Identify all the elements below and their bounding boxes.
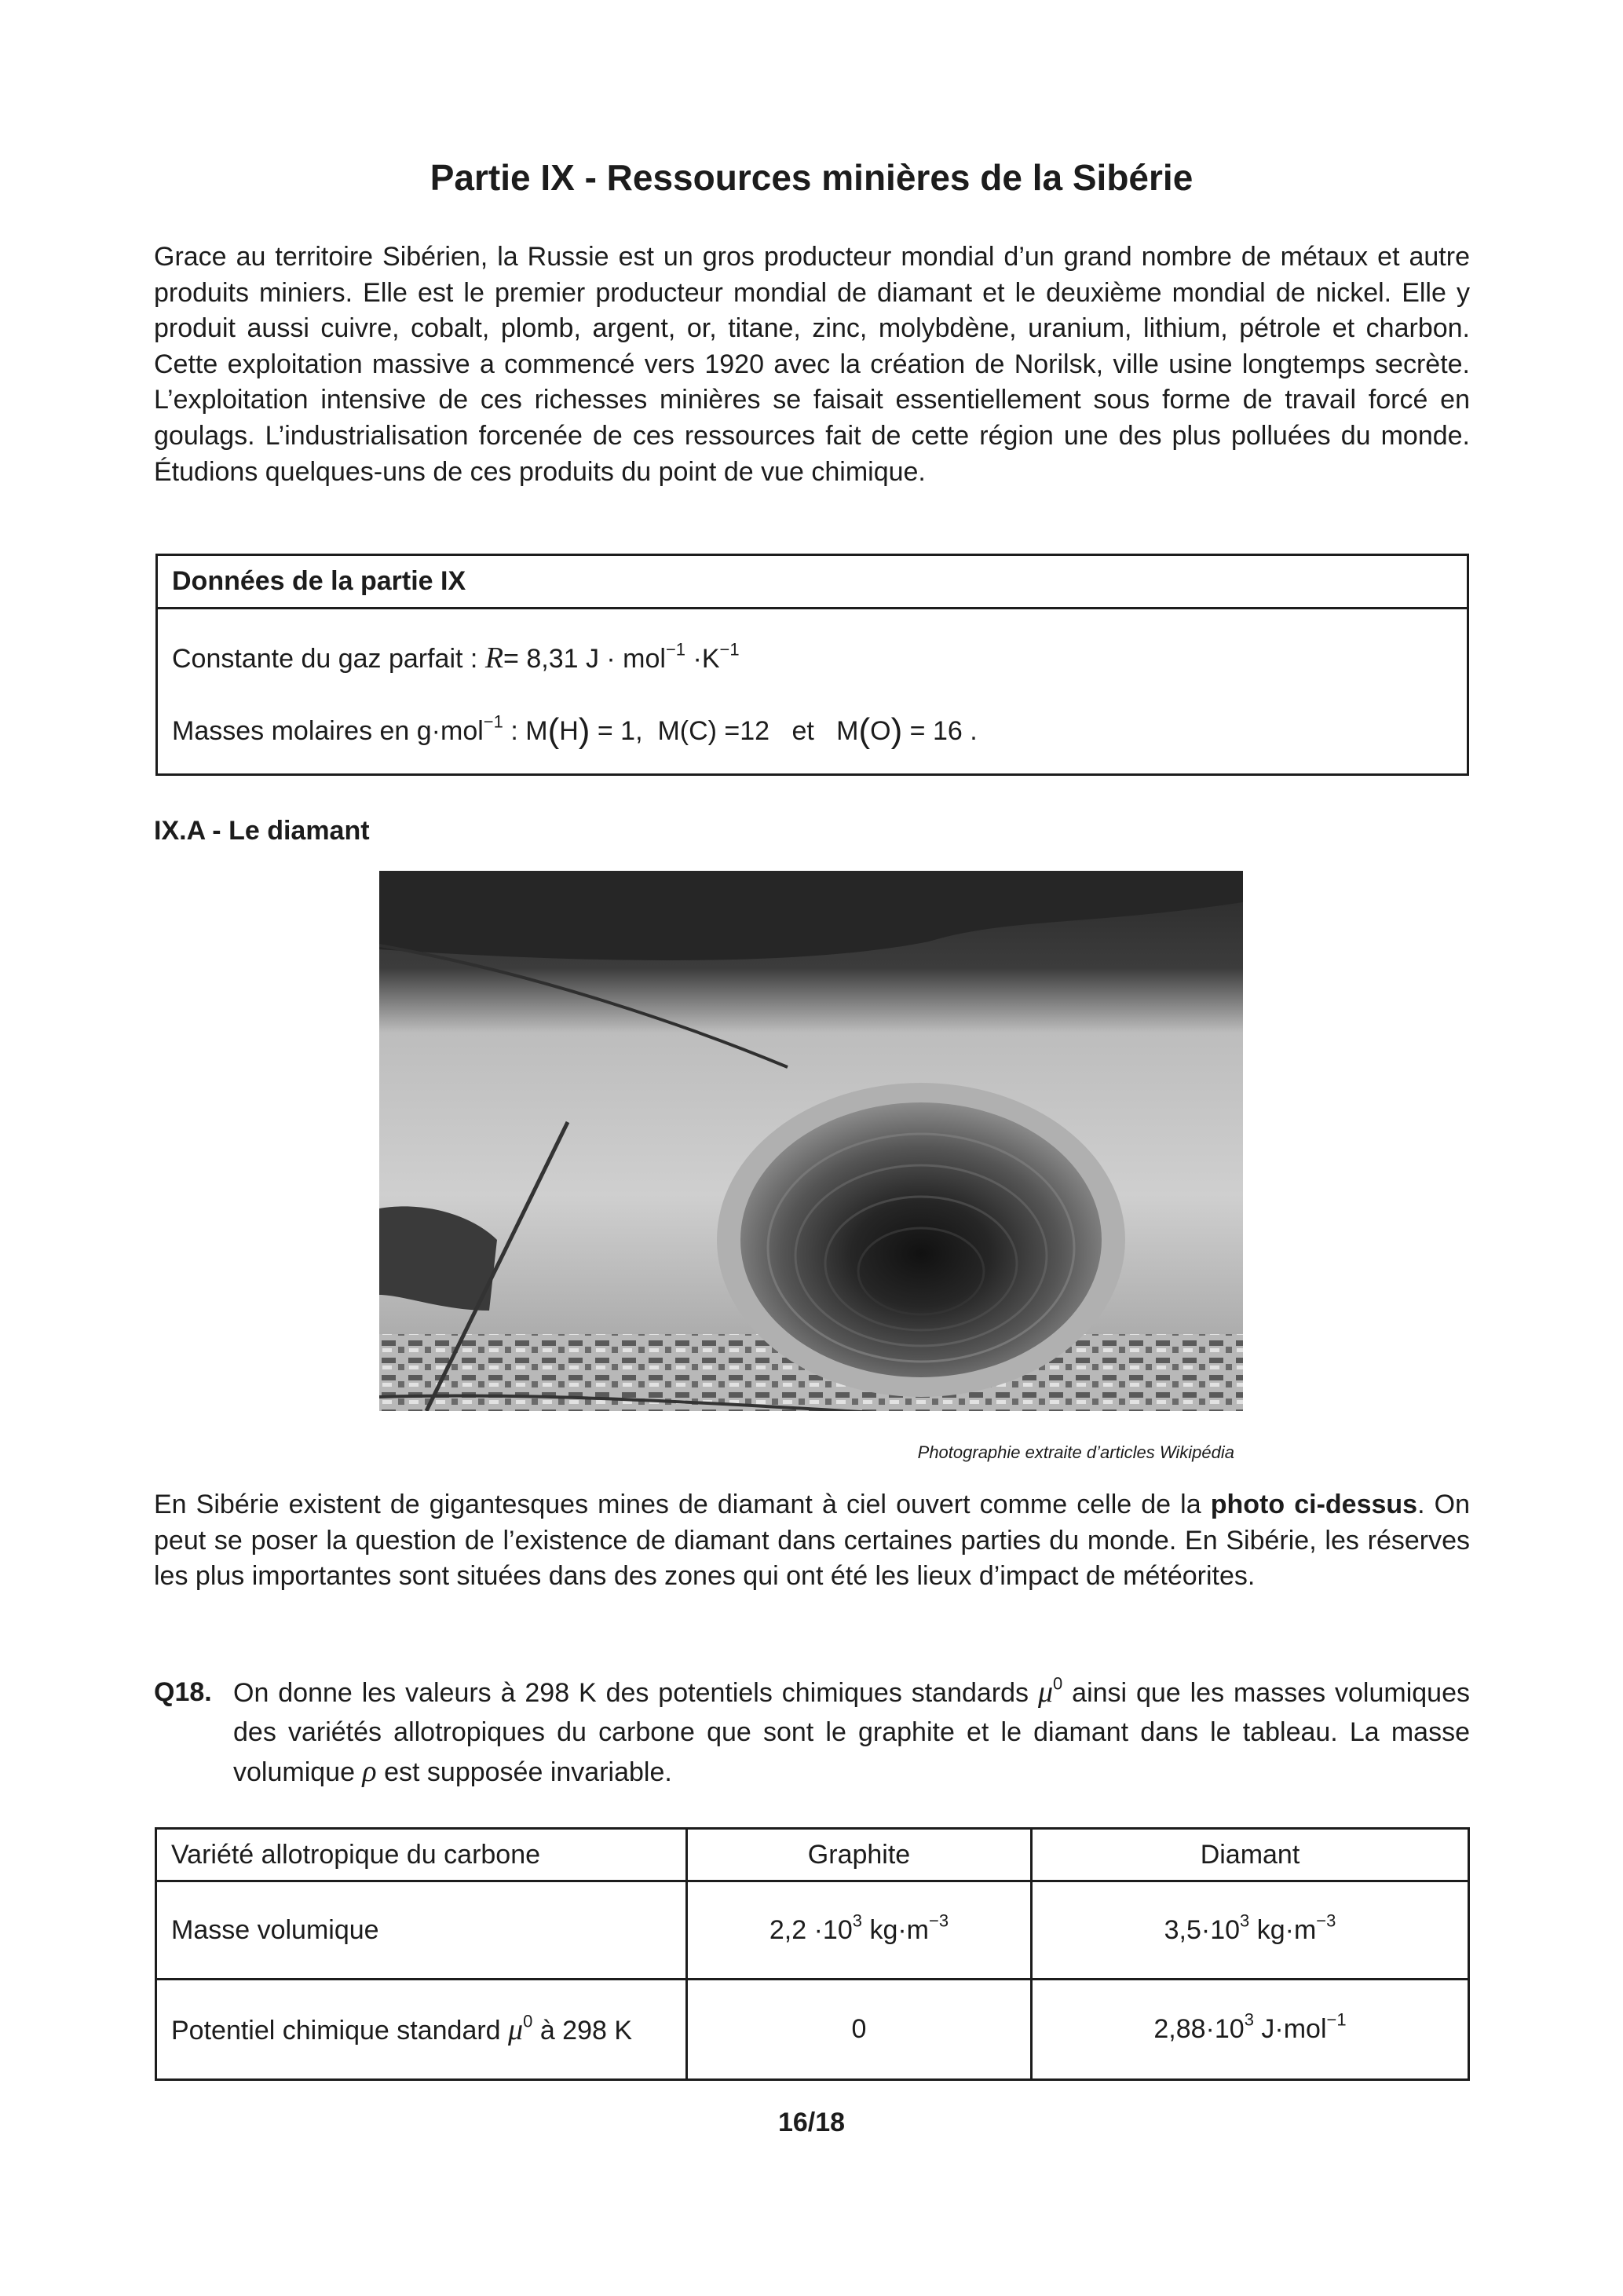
value-mantissa: 3,5·10 [1164, 1914, 1241, 1945]
molar-mass-o-prefix: M [836, 716, 859, 746]
cell-diamond-potential [1032, 1980, 1469, 2080]
paren-open: ( [547, 711, 560, 750]
intro-text: Grace au territoire Sibérien, la Russie est un gros producteur mondial d’un grand nombre de métaux et autre produits miniers. Elle est le premier producteur mondial de diamant et le deuxième mondial de nickel. Elle y produit aussi cuivre, cobalt, plomb, argent, or, titane, zinc, molybdène, uranium, lithium, pétrole et charbon. Cette exploitation massive a commencé vers 1920 avec la création de Norilsk, ville usine longtemps secrète. L’exploitation intensive de ces richesses minières se faisait essentiellement sous forme de travail forcé en goulags. L’industrialisation forcenée de ces ressources fait de cette région une des plus polluées du monde. Étudions quelques-uns de ces produits du point de vue chimique. [154, 242, 1470, 487]
row-label: Masse volumique [156, 1881, 687, 1980]
gas-constant-symbol: R [484, 642, 504, 675]
molar-mass-h-element: H [559, 716, 579, 746]
table-header-row [156, 1829, 1469, 1881]
photo-pit [740, 1102, 1102, 1377]
mine-photo-graphic [379, 871, 1243, 1411]
table-header: Diamant [1032, 1829, 1469, 1881]
unit-exp: −3 [929, 1910, 949, 1931]
mu-exp: 0 [1053, 1673, 1063, 1694]
table-row [156, 1980, 1469, 2080]
carbon-allotropes-table [155, 1827, 1470, 2081]
gas-constant-unit2: ·K [685, 644, 720, 674]
value-exp: 3 [852, 1910, 862, 1931]
value-unit: kg·m [862, 1914, 929, 1945]
molar-mass-o-value: = 16 . [902, 716, 978, 746]
question-text-2: ainsi que les masses volumiques des variétés allotropiques du carbone que sont le graphite et le diamant dans le tableau. La masse volumique [233, 1678, 1470, 1787]
mu-exp: 0 [523, 2011, 533, 2031]
molar-mass-o-element: O [870, 716, 891, 746]
question-text-3: est supposée invariable. [376, 1757, 672, 1787]
row-label-text: Potentiel chimique standard [171, 2015, 509, 2046]
molar-mass-et: et [791, 716, 814, 746]
molar-masses-label: Masses molaires en g·mol [172, 716, 484, 746]
molar-mass-c: M(C) =12 [657, 716, 770, 746]
diamond-paragraph [154, 1487, 1470, 1595]
page-number: 16/18 [777, 2108, 846, 2137]
molar-mass-h-prefix: M [525, 716, 548, 746]
value-mantissa: 2,88·10 [1153, 2014, 1245, 2044]
molar-masses-line [172, 711, 978, 751]
question-text-1: On donne les valeurs à 298 K des potentiels chimiques standards [233, 1678, 1038, 1708]
row-label [156, 1980, 687, 2080]
molar-masses-sep: : [503, 716, 526, 746]
diamond-text-before: En Sibérie existent de gigantesques mines de diamant à ciel ouvert comme celle de la [154, 1490, 1211, 1519]
gas-constant-exp1: −1 [665, 639, 686, 660]
data-box [155, 554, 1469, 776]
rho-symbol: ρ [362, 1755, 377, 1788]
question-text [233, 1673, 1470, 1792]
diamond-text-after: . On peut se poser la question de l’existence de diamant dans certaines parties du monde. En Sibérie, les réserves les plus importantes sont situées dans des zones qui ont été les lieux d’impact de météorites. [154, 1490, 1470, 1592]
diamond-paragraph-text [154, 1487, 1470, 1595]
mu-symbol: μ [508, 2013, 524, 2046]
row-label-text: à 298 K [532, 2015, 633, 2046]
cell-graphite-density [687, 1881, 1032, 1980]
unit-exp: −3 [1316, 1910, 1336, 1931]
value-exp: 3 [1240, 1910, 1250, 1931]
cell-graphite-potential: 0 [687, 1980, 1032, 2080]
paren-close: ) [578, 711, 590, 750]
gas-constant-exp2: −1 [719, 639, 740, 660]
page-title: Partie IX - Ressources minières de la Sibérie [430, 157, 1193, 198]
value-mantissa: 2,2 ·10 [769, 1914, 853, 1945]
value-exp: 3 [1244, 2009, 1254, 2030]
photo-caption: Photographie extraite d’articles Wikipédia [917, 1442, 1234, 1462]
mu-symbol: μ [1037, 1676, 1054, 1709]
value-unit: J·mol [1253, 2014, 1327, 2044]
gas-constant-line [172, 641, 740, 675]
mine-photo [379, 871, 1243, 1411]
intro-paragraph [154, 239, 1470, 490]
molar-mass-h-value: = 1, [590, 716, 643, 746]
paren-close: ) [890, 711, 903, 750]
section-heading: IX.A - Le diamant [154, 816, 370, 846]
question-q18 [154, 1673, 1470, 1792]
table-row [156, 1881, 1469, 1980]
photo-reference: photo ci-dessus [1210, 1490, 1418, 1519]
table-header: Graphite [687, 1829, 1032, 1881]
gas-constant-value: = 8,31 J · mol [503, 644, 666, 674]
paren-open: ( [858, 711, 871, 750]
table-header: Variété allotropique du carbone [156, 1829, 687, 1881]
data-box-heading: Données de la partie IX [158, 556, 1467, 609]
value-unit: kg·m [1249, 1914, 1317, 1945]
unit-exp: −1 [1326, 2009, 1347, 2030]
molar-masses-label-exp: −1 [483, 711, 503, 732]
cell-diamond-density [1032, 1881, 1469, 1980]
question-number: Q18. [154, 1677, 212, 1707]
gas-constant-label: Constante du gaz parfait : [172, 644, 478, 674]
